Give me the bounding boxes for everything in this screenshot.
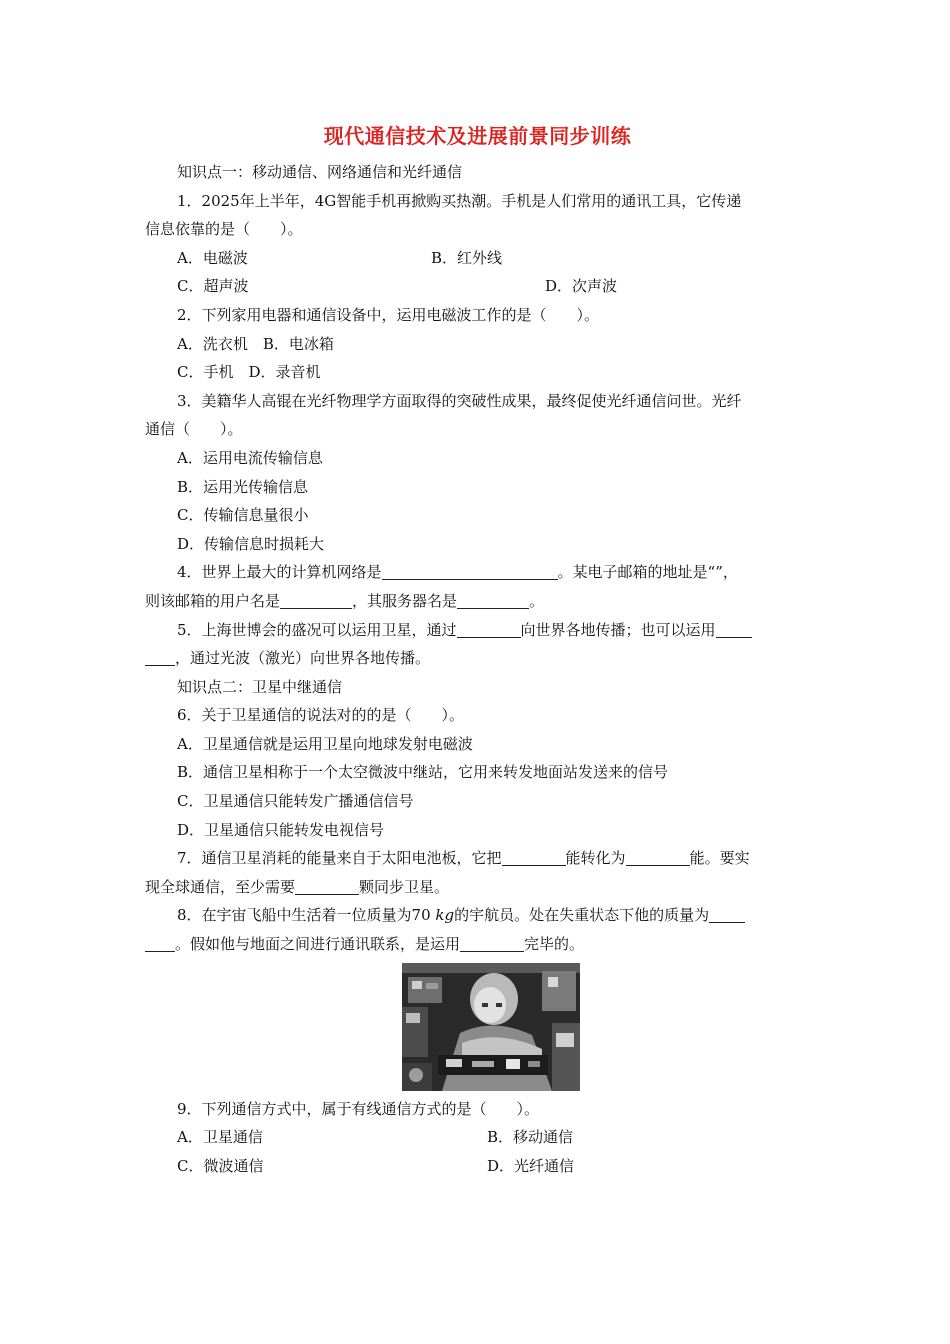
question-7-text-3: 能。要实 (689, 849, 750, 868)
question-8-text-3: 。假如他与地面之间进行通讯联系，是运用 (175, 935, 461, 954)
question-4-text-3: 则该邮箱的用户名是 (145, 591, 281, 610)
question-3-line-1: 3．美籍华人高锟在光纤物理学方面取得的突破性成果，最终促使光纤通信问世。光纤 (177, 391, 742, 410)
option-a: A．电磁波 (177, 248, 248, 267)
option-b: B．移动通信 (487, 1128, 574, 1147)
question-5-line-1 (145, 616, 810, 645)
question-6-option-d: D．卫星通信只能转发电视信号 (177, 820, 385, 839)
question-6-option-c: C．卫星通信只能转发广播通信信号 (177, 792, 414, 811)
question-1-options-ab (145, 244, 810, 273)
answer-blank (145, 647, 175, 666)
question-4-text-1: 4．世界上最大的计算机网络是 (177, 563, 382, 582)
question-8-line-2 (145, 930, 810, 959)
question-6-line-1: 6．关于卫星通信的说法对的的是（ ）。 (177, 706, 465, 725)
question-1-line-1: 1．2025年上半年，4G智能手机再掀购买热潮。手机是人们常用的通讯工具，它传递 (177, 191, 742, 210)
question-3-option-c: C．传输信息量很小 (177, 506, 309, 525)
question-8-text-2: 的宇航员。处在失重状态下他的质量为 (454, 906, 710, 925)
question-9-options-cd (145, 1152, 810, 1181)
page-title: 现代通信技术及进展前景同步训练 (323, 124, 632, 148)
option-a: A．卫星通信 (177, 1128, 263, 1147)
question-4-line-1 (145, 558, 810, 587)
question-5-text-2: 向世界各地传播；也可以运用 (520, 620, 716, 639)
question-3-option-d: D．传输信息时损耗大 (177, 534, 325, 553)
question-4-text-4: ，其服务器名是 (352, 591, 458, 610)
question-5-line-2 (145, 644, 810, 673)
answer-blank (460, 933, 524, 952)
question-4-text-5: 。 (529, 591, 545, 610)
question-3-option-a: A．运用电流传输信息 (177, 448, 323, 467)
question-3-option-b: B．运用光传输信息 (177, 477, 309, 496)
figure-area (145, 959, 810, 1095)
question-7-line-2 (145, 873, 810, 902)
question-7-text-4: 现全球通信，至少需要 (145, 877, 296, 896)
question-8-text-4: 完毕的。 (524, 935, 585, 954)
question-8-text-1: 8．在宇宙飞船中生活着一位质量为70 (177, 906, 436, 925)
option-d: D．光纤通信 (487, 1156, 575, 1175)
question-6-option-a: A．卫星通信就是运用卫星向地球发射电磁波 (177, 734, 473, 753)
question-9-options-ab (145, 1123, 810, 1152)
question-7-line-1 (145, 844, 810, 873)
question-3-line-2: 通信（ ）。 (145, 420, 243, 439)
question-5-text-3: ，通过光波（激光）向世界各地传播。 (175, 649, 431, 668)
question-4-text-2: 。某电子邮箱的地址是“”， (557, 563, 738, 582)
answer-blank (709, 904, 745, 923)
answer-blank (502, 847, 566, 866)
astronaut-photo (402, 963, 580, 1091)
answer-blank (626, 847, 690, 866)
question-8-line-1 (145, 901, 810, 930)
worksheet-page (145, 118, 810, 1180)
option-c: C．微波通信 (177, 1156, 264, 1175)
question-1-options-cd (145, 272, 810, 301)
question-9-line-1: 9．下列通信方式中，属于有线通信方式的是（ ）。 (177, 1099, 540, 1118)
question-1-line-2: 信息依靠的是（ ）。 (145, 220, 303, 239)
unit-kg: kg (435, 906, 455, 925)
question-7-text-5: 颗同步卫星。 (359, 877, 450, 896)
question-7-text-1: 7．通信卫星消耗的能量来自于太阳电池板，它把 (177, 849, 502, 868)
question-4-line-2 (145, 587, 810, 616)
option-c: C．超声波 (177, 277, 249, 296)
question-2-line-1: 2．下列家用电器和通信设备中，运用电磁波工作的是（ ）。 (177, 305, 600, 324)
answer-blank (295, 876, 359, 895)
option-d: D．次声波 (545, 277, 618, 296)
answer-blank (382, 561, 558, 580)
question-2-options-cd: C．手机 D．录音机 (177, 363, 321, 382)
question-5-text-1: 5．上海世博会的盛况可以运用卫星，通过 (177, 620, 457, 639)
question-6-option-b: B．通信卫星相称于一个太空微波中继站，它用来转发地面站发送来的信号 (177, 763, 669, 782)
answer-blank (145, 933, 175, 952)
section-heading-1: 知识点一：移动通信、网络通信和光纤通信 (177, 163, 463, 181)
answer-blank (716, 619, 752, 638)
answer-blank (280, 590, 352, 609)
section-heading-2: 知识点二：卫星中继通信 (177, 677, 343, 696)
option-b: B．红外线 (431, 248, 503, 267)
question-7-text-2: 能转化为 (565, 849, 626, 868)
answer-blank (457, 590, 529, 609)
answer-blank (457, 619, 521, 638)
question-2-options-ab: A．洗衣机 B．电冰箱 (177, 334, 334, 353)
